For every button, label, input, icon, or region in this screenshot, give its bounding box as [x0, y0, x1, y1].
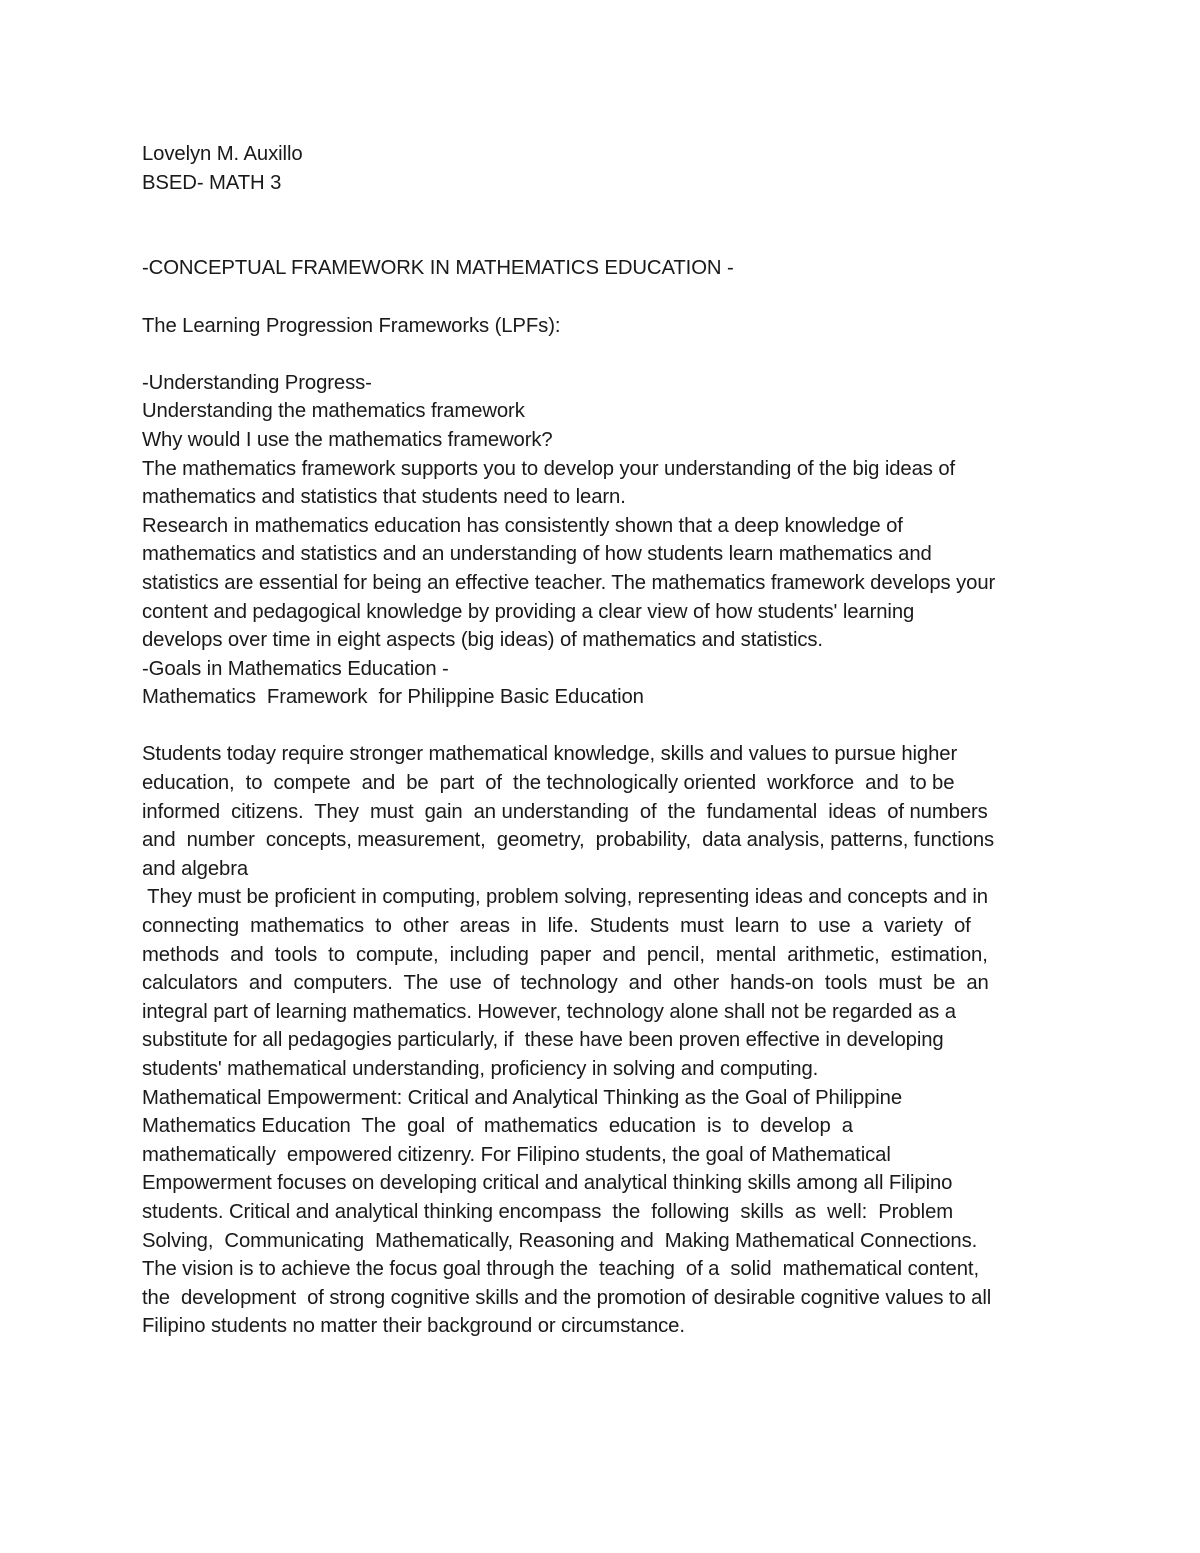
paragraph-line: mathematics and statistics and an understanding of how students learn mathematics and [142, 543, 932, 566]
body-line: informed citizens. They must gain an understanding of the fundamental ideas of numbers [142, 800, 988, 823]
body-line: Students today require stronger mathematical knowledge, skills and values to pursue higher [142, 743, 958, 766]
section-heading-goals: -Goals in Mathematics Education - [142, 657, 449, 680]
section-subheading: Mathematics Framework for Philippine Basic Education [142, 686, 644, 709]
section-heading-understanding: -Understanding Progress- [142, 371, 372, 394]
spacer [142, 340, 1070, 369]
paragraph-line: Research in mathematics education has consistently shown that a deep knowledge of [142, 514, 903, 537]
document-subtitle: The Learning Progression Frameworks (LPFs): [142, 314, 561, 337]
body-line: mathematically empowered citizenry. For Filipino students, the goal of Mathematical [142, 1143, 891, 1166]
body-line: methods and tools to compute, including paper and pencil, mental arithmetic, estimation, [142, 943, 988, 966]
spacer [142, 283, 1070, 312]
body-line: connecting mathematics to other areas in life. Students must learn to use a variety of [142, 915, 971, 938]
body-line: Mathematics Education The goal of mathematics education is to develop a [142, 1115, 853, 1138]
course-label: BSED- MATH 3 [142, 171, 282, 194]
spacer [142, 197, 1070, 226]
body-line: integral part of learning mathematics. However, technology alone shall not be regarded as a [142, 1000, 956, 1023]
body-line: education, to compete and be part of the technologically oriented workforce and to be [142, 772, 955, 795]
body-line: The vision is to achieve the focus goal through the teaching of a solid mathematical content, [142, 1258, 979, 1281]
body-line: They must be proficient in computing, problem solving, representing ideas and concepts and in [142, 886, 988, 909]
body-line: calculators and computers. The use of technology and other hands-on tools must be an [142, 972, 989, 995]
body-line: substitute for all pedagogies particularly, if these have been proven effective in developing [142, 1029, 944, 1052]
body-line: the development of strong cognitive skills and the promotion of desirable cognitive values to all [142, 1286, 992, 1309]
paragraph-line: The mathematics framework supports you to develop your understanding of the big ideas of [142, 457, 956, 480]
document-title: -CONCEPTUAL FRAMEWORK IN MATHEMATICS EDUCATION - [142, 257, 734, 280]
paragraph-line: Why would I use the mathematics framework? [142, 428, 553, 451]
spacer [142, 226, 1070, 255]
spacer [142, 712, 1070, 741]
body-line: Empowerment focuses on developing critical and analytical thinking skills among all Filipino [142, 1172, 953, 1195]
body-line: Solving, Communicating Mathematically, Reasoning and Making Mathematical Connections. [142, 1229, 978, 1252]
author-name: Lovelyn M. Auxillo [142, 143, 303, 165]
body-line: students' mathematical understanding, proficiency in solving and computing. [142, 1058, 819, 1080]
body-line: students. Critical and analytical thinking encompass the following skills as well: Problem [142, 1200, 954, 1223]
paragraph-line: statistics are essential for being an effective teacher. The mathematics framework develops your [142, 571, 996, 594]
paragraph-line: content and pedagogical knowledge by providing a clear view of how students' learning [142, 600, 915, 623]
paragraph-line: mathematics and statistics that students need to learn. [142, 486, 626, 509]
body-line: Mathematical Empowerment: Critical and Analytical Thinking as the Goal of Philippine [142, 1086, 903, 1109]
paragraph-line: develops over time in eight aspects (big ideas) of mathematics and statistics. [142, 629, 823, 652]
body-line: and algebra [142, 857, 249, 880]
body-line: and number concepts, measurement, geometry, probability, data analysis, patterns, functions [142, 829, 995, 852]
body-line: Filipino students no matter their background or circumstance. [142, 1315, 685, 1338]
paragraph-line: Understanding the mathematics framework [142, 400, 525, 423]
